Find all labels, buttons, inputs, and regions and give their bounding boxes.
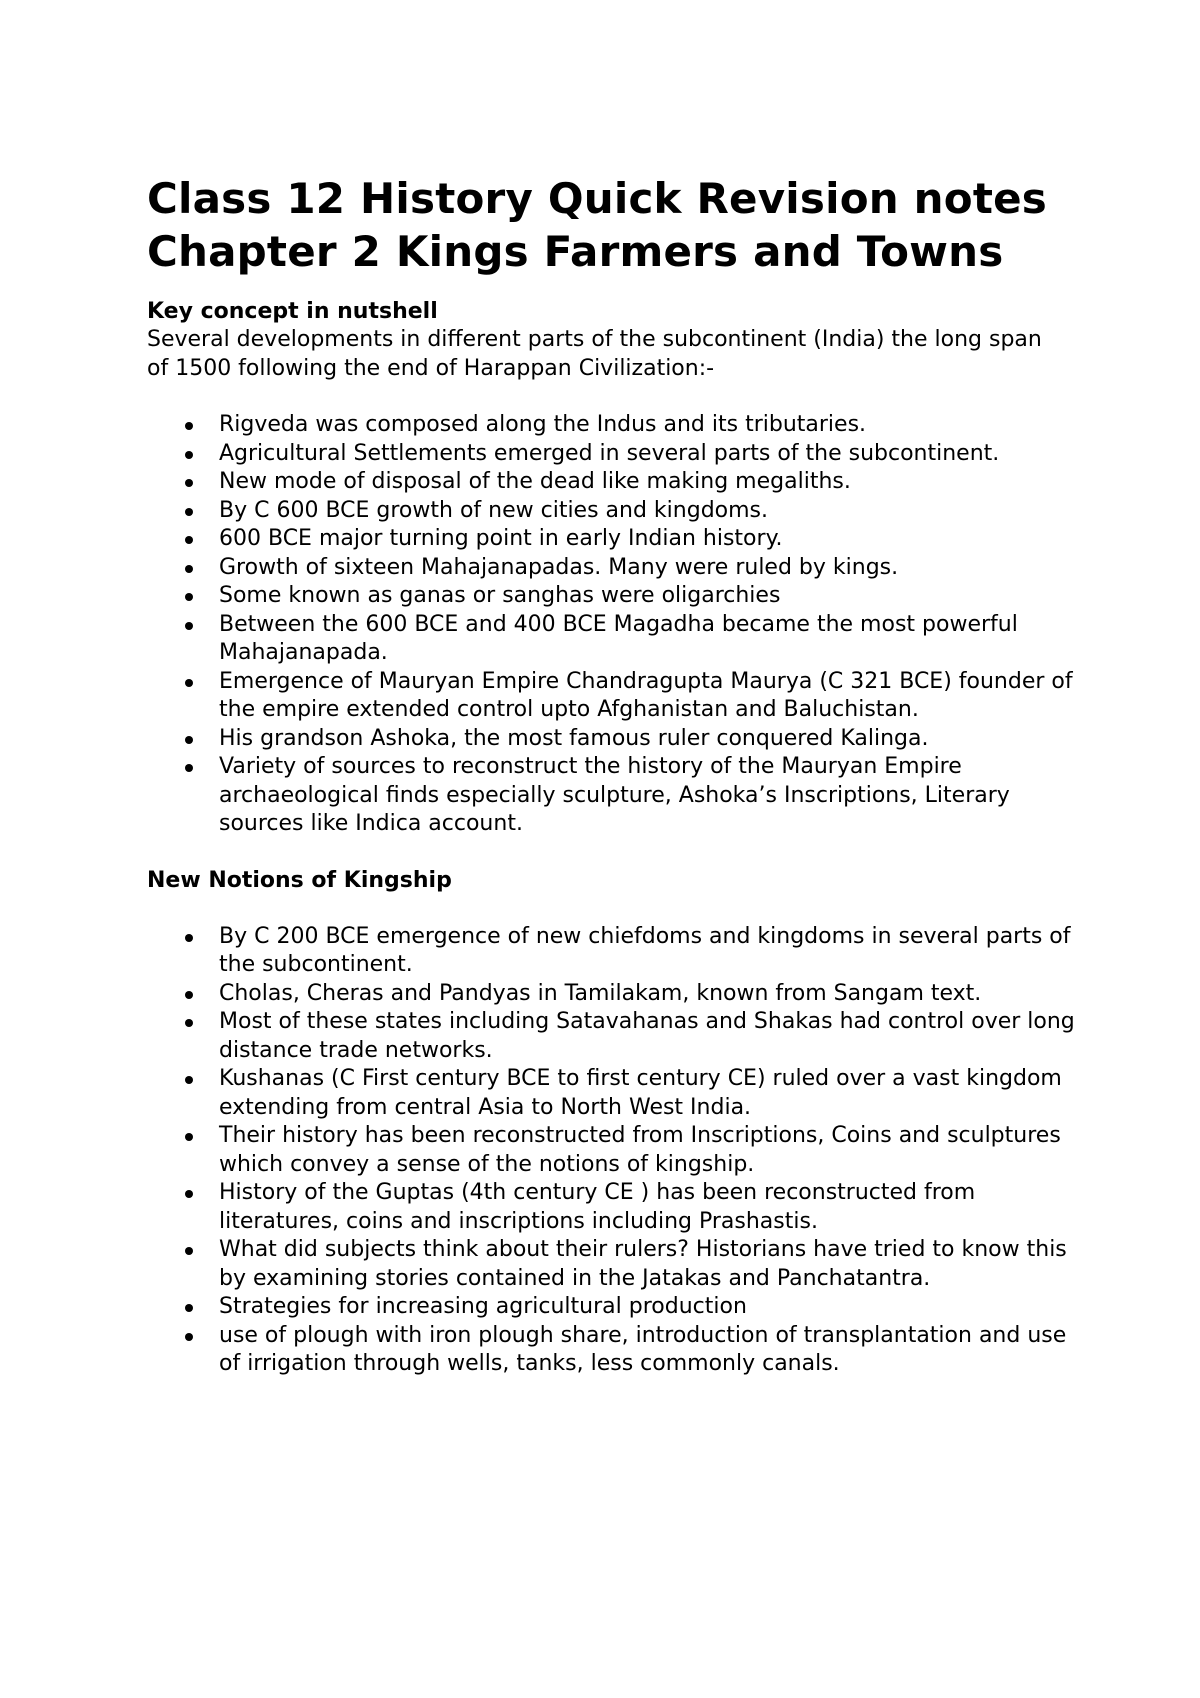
list-item-text: Growth of sixteen Mahajanapadas. Many were ruled by kings.: [219, 554, 899, 580]
bullet-icon: [185, 991, 193, 999]
list-item-text: Variety of sources to reconstruct the history of the Mauryan Empire archaeological finds especially sculpture, Ashoka’s Inscriptions, Literary sources like Indica account.: [219, 754, 1010, 836]
list-item: [147, 1179, 1079, 1236]
list-item-text: Rigveda was composed along the Indus and its tributaries.: [219, 412, 867, 437]
new-notions-list: [147, 923, 1080, 1379]
bullet-icon: [185, 565, 193, 573]
section-heading-key-concept: Key concept in nutshell: [147, 299, 438, 324]
document-title: Class 12 History Quick Revision notes Chapter 2 Kings Farmers and Towns: [147, 174, 1047, 276]
list-item-text: Kushanas (C First century BCE to first century CE) ruled over a vast kingdom extending from central Asia to North West India.: [219, 1066, 1062, 1120]
bullet-icon: [185, 736, 193, 744]
list-item-text: Their history has been reconstructed from Inscriptions, Coins and sculptures which convey a sense of the notions of kingship.: [219, 1123, 1061, 1177]
list-item: [147, 582, 1079, 611]
list-item: [147, 1322, 1079, 1379]
bullet-icon: [185, 536, 193, 544]
bullet-icon: [185, 479, 193, 487]
section-heading-new-notions: New Notions of Kingship: [147, 867, 452, 893]
list-item-text: Strategies for increasing agricultural production: [219, 1294, 747, 1319]
bullet-icon: [185, 1076, 193, 1084]
list-item: [147, 440, 1079, 469]
list-item: [147, 1122, 1079, 1179]
key-concept-list: [147, 411, 1080, 839]
list-item-text: Some known as ganas or sanghas were oligarchies: [219, 583, 781, 608]
list-item-text: Most of these states including Satavahanas and Shakas had control over long distance trade networks.: [219, 1009, 1075, 1063]
bullet-icon: [185, 679, 193, 687]
bullet-icon: [185, 1333, 193, 1341]
list-item: [147, 923, 1079, 980]
list-item-text: New mode of disposal of the dead like making megaliths.: [219, 469, 851, 494]
list-item-text: use of plough with iron plough share, introduction of transplantation and use of irrigation through wells, tanks, less commonly canals.: [219, 1322, 1067, 1376]
list-item: [147, 980, 1079, 1009]
list-item: [147, 1065, 1079, 1122]
list-item-text: By C 200 BCE emergence of new chiefdoms and kingdoms in several parts of the subcontinent.: [219, 923, 1071, 977]
intro-paragraph: Several developments in different parts of the subcontinent (India) the long span of 1500 following the end of Harappan Civilization:-: [147, 327, 1042, 381]
list-item: [147, 668, 1079, 725]
section-key-concept: [147, 298, 1080, 839]
list-item-text: Emergence of Mauryan Empire Chandragupta Maurya (C 321 BCE) founder of the empire extended control upto Afghanistan and Baluchistan.: [219, 668, 1073, 722]
list-item-text: His grandson Ashoka, the most famous ruler conquered Kalinga.: [219, 725, 929, 751]
bullet-icon: [185, 622, 193, 630]
list-item-text: Between the 600 BCE and 400 BCE Magadha became the most powerful Mahajanapada.: [219, 611, 1018, 665]
list-item: [147, 468, 1079, 497]
list-item: [147, 411, 1079, 440]
list-item-text: Agricultural Settlements emerged in several parts of the subcontinent.: [219, 440, 1000, 466]
list-item: [147, 497, 1079, 526]
list-item: [147, 525, 1079, 554]
bullet-icon: [185, 764, 193, 772]
bullet-icon: [185, 1190, 193, 1198]
list-item-text: 600 BCE major turning point in early Indian history.: [219, 526, 783, 551]
bullet-icon: [185, 1304, 193, 1312]
bullet-icon: [185, 1247, 193, 1255]
bullet-icon: [185, 934, 193, 942]
list-item-text: By C 600 BCE growth of new cities and kingdoms.: [219, 497, 769, 523]
list-item: [147, 1236, 1079, 1293]
list-item: [147, 753, 1079, 839]
section-spacer: [147, 839, 1080, 867]
list-item-text: History of the Guptas (4th century CE ) has been reconstructed from literatures, coins and inscriptions including Prashastis.: [219, 1180, 976, 1234]
list-item: [147, 1293, 1079, 1322]
list-item-text: Cholas, Cheras and Pandyas in Tamilakam, known from Sangam text.: [219, 980, 982, 1006]
list-item: [147, 554, 1079, 583]
list-item: [147, 1008, 1079, 1065]
bullet-icon: [185, 593, 193, 601]
bullet-icon: [185, 451, 193, 459]
bullet-icon: [185, 422, 193, 430]
bullet-icon: [185, 1133, 193, 1141]
bullet-icon: [185, 1019, 193, 1027]
section-new-notions: [147, 867, 1080, 1379]
list-item: [147, 611, 1079, 668]
list-item: [147, 725, 1079, 754]
bullet-icon: [185, 508, 193, 516]
list-item-text: What did subjects think about their rulers? Historians have tried to know this by examining stories contained in the Jatakas and Panchatantra.: [219, 1237, 1067, 1291]
